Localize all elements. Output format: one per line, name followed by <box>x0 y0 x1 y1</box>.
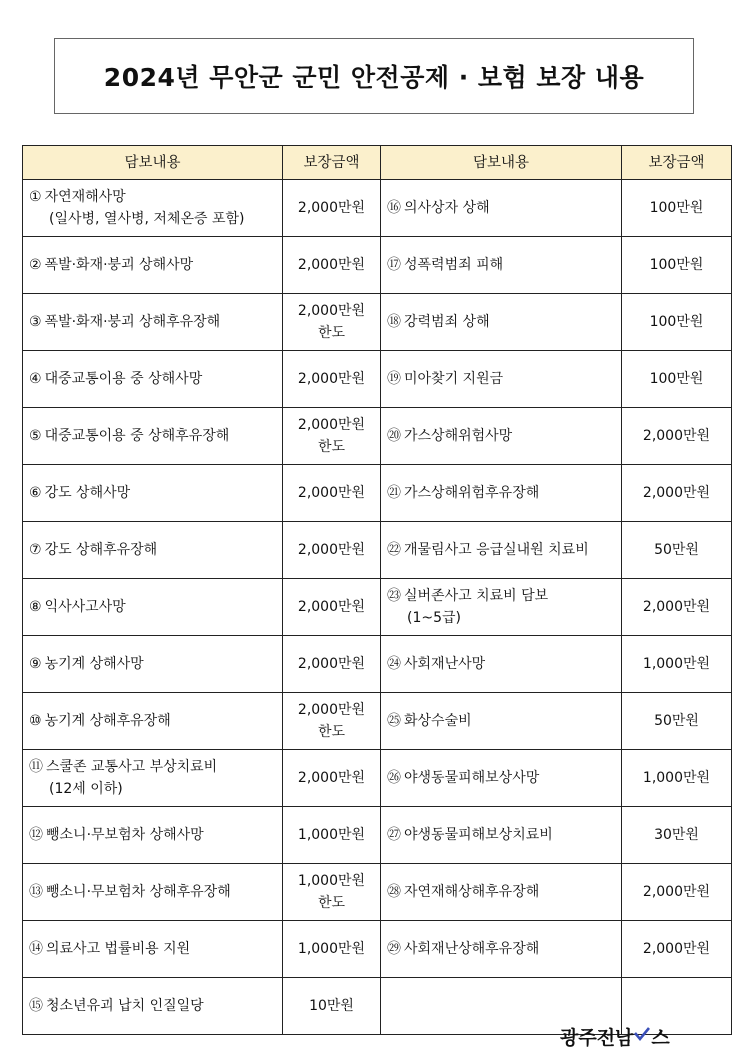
item-number: ㉔ <box>387 656 401 672</box>
amount-value: 2,000만원 <box>297 656 366 672</box>
header-amount-right: 보장금액 <box>622 146 732 180</box>
logo-text-end: 스 <box>651 1026 670 1049</box>
table-row <box>23 921 732 978</box>
item-label: 농기계 상해후유장해 <box>44 713 171 729</box>
title-box <box>54 38 694 114</box>
amount-value: 100만원 <box>649 371 704 387</box>
header-item-left: 담보내용 <box>23 146 283 180</box>
item-number: ④ <box>29 371 42 387</box>
coverage-item-left <box>23 636 283 693</box>
item-number: ⑲ <box>387 371 401 387</box>
item-label: 강력범죄 상해 <box>404 314 490 330</box>
amount-value: 10만원 <box>309 998 354 1014</box>
amount-value: 2,000만원 <box>297 417 366 433</box>
coverage-amount-right <box>622 351 732 408</box>
item-label: 뺑소니·무보험차 상해후유장해 <box>46 884 231 900</box>
amount-value: 2,000만원 <box>297 702 366 718</box>
item-label: 강도 상해사망 <box>44 485 131 501</box>
coverage-item-right <box>381 522 622 579</box>
table-row <box>23 750 732 807</box>
coverage-amount-right <box>622 693 732 750</box>
coverage-amount-right <box>622 636 732 693</box>
item-label: 자연재해상해후유장해 <box>404 884 540 900</box>
item-label: 농기계 상해사망 <box>44 656 144 672</box>
coverage-item-right <box>381 921 622 978</box>
table-row <box>23 294 732 351</box>
item-number: ① <box>29 189 42 205</box>
item-label: 미아찾기 지원금 <box>404 371 504 387</box>
item-number: ⑭ <box>29 941 43 957</box>
coverage-item-right <box>381 351 622 408</box>
coverage-item-left <box>23 864 283 921</box>
item-number: ⑦ <box>29 542 42 558</box>
item-number: ㉓ <box>387 588 401 604</box>
coverage-item-right <box>381 864 622 921</box>
coverage-item-left <box>23 750 283 807</box>
amount-value: 2,000만원 <box>642 485 711 501</box>
item-label: 폭발·화재·붕괴 상해사망 <box>44 257 194 273</box>
coverage-amount-right <box>622 864 732 921</box>
header-item-right: 담보내용 <box>381 146 622 180</box>
coverage-item-right <box>381 180 622 237</box>
item-label: 개물림사고 응급실내원 치료비 <box>404 542 589 558</box>
item-number: ㉗ <box>387 827 401 843</box>
amount-limit-note: 한도 <box>317 325 346 341</box>
coverage-amount-right <box>622 522 732 579</box>
item-number: ② <box>29 257 42 273</box>
item-number: ⑥ <box>29 485 42 501</box>
amount-value: 1,000만원 <box>297 941 366 957</box>
coverage-amount-left <box>283 978 381 1035</box>
item-number: ⑮ <box>29 998 43 1014</box>
coverage-item-right <box>381 579 622 636</box>
header-row <box>23 146 732 180</box>
amount-value: 2,000만원 <box>297 542 366 558</box>
table-row <box>23 807 732 864</box>
amount-limit-note: 한도 <box>317 439 346 455</box>
amount-limit-note: 한도 <box>317 724 346 740</box>
coverage-amount-left <box>283 180 381 237</box>
amount-value: 2,000만원 <box>642 599 711 615</box>
coverage-amount-left <box>283 750 381 807</box>
item-number: ㉙ <box>387 941 401 957</box>
coverage-item-left <box>23 579 283 636</box>
coverage-amount-left <box>283 294 381 351</box>
coverage-table <box>22 145 732 1035</box>
table-row <box>23 237 732 294</box>
item-label: 청소년유괴 납치 인질일당 <box>46 998 204 1014</box>
coverage-item-left <box>23 294 283 351</box>
coverage-amount-left <box>283 693 381 750</box>
coverage-item-left <box>23 237 283 294</box>
item-note: (12세 이하) <box>49 781 123 797</box>
coverage-amount-right <box>622 408 732 465</box>
coverage-item-right <box>381 807 622 864</box>
item-number: ⑨ <box>29 656 42 672</box>
coverage-item-left <box>23 921 283 978</box>
item-number: ⑰ <box>387 257 401 273</box>
coverage-item-left <box>23 807 283 864</box>
item-number: ⑤ <box>29 428 42 444</box>
coverage-item-right <box>381 237 622 294</box>
amount-value: 100만원 <box>649 257 704 273</box>
amount-value: 1,000만원 <box>642 770 711 786</box>
coverage-amount-left <box>283 408 381 465</box>
item-label: 강도 상해후유장해 <box>44 542 158 558</box>
coverage-amount-right <box>622 294 732 351</box>
coverage-item-left <box>23 693 283 750</box>
table-row <box>23 180 732 237</box>
amount-value: 1,000만원 <box>642 656 711 672</box>
coverage-item-left <box>23 522 283 579</box>
item-label: 대중교통이용 중 상해사망 <box>44 371 203 387</box>
coverage-amount-left <box>283 237 381 294</box>
coverage-amount-right <box>622 579 732 636</box>
item-label: 사회재난상해후유장해 <box>404 941 540 957</box>
coverage-item-left <box>23 180 283 237</box>
coverage-amount-left <box>283 522 381 579</box>
coverage-amount-left <box>283 351 381 408</box>
amount-limit-note: 한도 <box>317 895 346 911</box>
coverage-item-right <box>381 294 622 351</box>
amount-value: 100만원 <box>649 314 704 330</box>
item-number: ㉖ <box>387 770 401 786</box>
table-row <box>23 351 732 408</box>
item-number: ⑯ <box>387 200 401 216</box>
item-number: ㉕ <box>387 713 401 729</box>
item-label: 야생동물피해보상사망 <box>404 770 540 786</box>
item-label: 화상수술비 <box>404 713 472 729</box>
table-row <box>23 636 732 693</box>
coverage-item-left <box>23 351 283 408</box>
coverage-amount-left <box>283 807 381 864</box>
item-number: ③ <box>29 314 42 330</box>
item-number: ⑫ <box>29 827 43 843</box>
item-number: ⑪ <box>29 759 43 775</box>
table-row <box>23 693 732 750</box>
coverage-amount-right <box>622 750 732 807</box>
item-label: 실버존사고 치료비 담보 <box>404 588 549 604</box>
coverage-item-right <box>381 465 622 522</box>
item-label: 자연재해사망 <box>44 189 126 205</box>
coverage-item-right <box>381 750 622 807</box>
item-label: 익사사고사망 <box>44 599 126 615</box>
item-number: ㉘ <box>387 884 401 900</box>
amount-value: 100만원 <box>649 200 704 216</box>
amount-value: 2,000만원 <box>297 485 366 501</box>
item-label: 의료사고 법률비용 지원 <box>46 941 191 957</box>
amount-value: 2,000만원 <box>297 770 366 786</box>
item-label: 스쿨존 교통사고 부상치료비 <box>46 759 218 775</box>
amount-value: 1,000만원 <box>297 827 366 843</box>
item-label: 사회재난사망 <box>404 656 486 672</box>
coverage-item-right <box>381 693 622 750</box>
amount-value: 1,000만원 <box>297 873 366 889</box>
coverage-amount-right <box>622 237 732 294</box>
amount-value: 2,000만원 <box>642 884 711 900</box>
table-row <box>23 465 732 522</box>
item-label: 가스상해위험후유장해 <box>404 485 540 501</box>
coverage-amount-right <box>622 180 732 237</box>
item-number: ㉑ <box>387 485 401 501</box>
table-row <box>23 579 732 636</box>
item-label: 성폭력범죄 피해 <box>404 257 504 273</box>
page-title: 2024년 무안군 군민 안전공제 · 보험 보장 내용 <box>103 63 645 92</box>
amount-value: 2,000만원 <box>642 941 711 957</box>
coverage-item-left <box>23 465 283 522</box>
coverage-amount-right <box>622 807 732 864</box>
amount-value: 50만원 <box>654 713 699 729</box>
item-number: ⑱ <box>387 314 401 330</box>
amount-value: 2,000만원 <box>297 371 366 387</box>
item-label: 대중교통이용 중 상해후유장해 <box>44 428 230 444</box>
header-amount-left: 보장금액 <box>283 146 381 180</box>
logo-check-icon <box>634 1025 650 1047</box>
coverage-amount-left <box>283 465 381 522</box>
item-note: (1~5급) <box>407 610 461 626</box>
news-logo <box>560 1022 670 1050</box>
coverage-item-left <box>23 978 283 1035</box>
amount-value: 2,000만원 <box>297 303 366 319</box>
coverage-item-right <box>381 636 622 693</box>
coverage-amount-right <box>622 465 732 522</box>
coverage-amount-left <box>283 864 381 921</box>
coverage-amount-left <box>283 636 381 693</box>
item-number: ㉒ <box>387 542 401 558</box>
table-row <box>23 864 732 921</box>
item-number: ⑳ <box>387 428 401 444</box>
item-label: 야생동물피해보상치료비 <box>404 827 553 843</box>
amount-value: 2,000만원 <box>297 257 366 273</box>
amount-value: 2,000만원 <box>642 428 711 444</box>
table-row <box>23 522 732 579</box>
coverage-amount-left <box>283 921 381 978</box>
amount-value: 50만원 <box>654 542 699 558</box>
item-note: (일사병, 열사병, 저체온증 포함) <box>49 211 245 227</box>
coverage-item-left <box>23 408 283 465</box>
item-label: 의사상자 상해 <box>404 200 490 216</box>
coverage-amount-right <box>622 921 732 978</box>
item-label: 뺑소니·무보험차 상해사망 <box>46 827 204 843</box>
amount-value: 2,000만원 <box>297 599 366 615</box>
item-label: 가스상해위험사망 <box>404 428 513 444</box>
table-row <box>23 408 732 465</box>
amount-value: 30만원 <box>654 827 699 843</box>
coverage-amount-left <box>283 579 381 636</box>
item-number: ⑧ <box>29 599 42 615</box>
logo-text-main: 광주전남 <box>560 1026 634 1049</box>
coverage-item-right <box>381 408 622 465</box>
item-number: ⑩ <box>29 713 42 729</box>
item-number: ⑬ <box>29 884 43 900</box>
amount-value: 2,000만원 <box>297 200 366 216</box>
item-label: 폭발·화재·붕괴 상해후유장해 <box>44 314 221 330</box>
